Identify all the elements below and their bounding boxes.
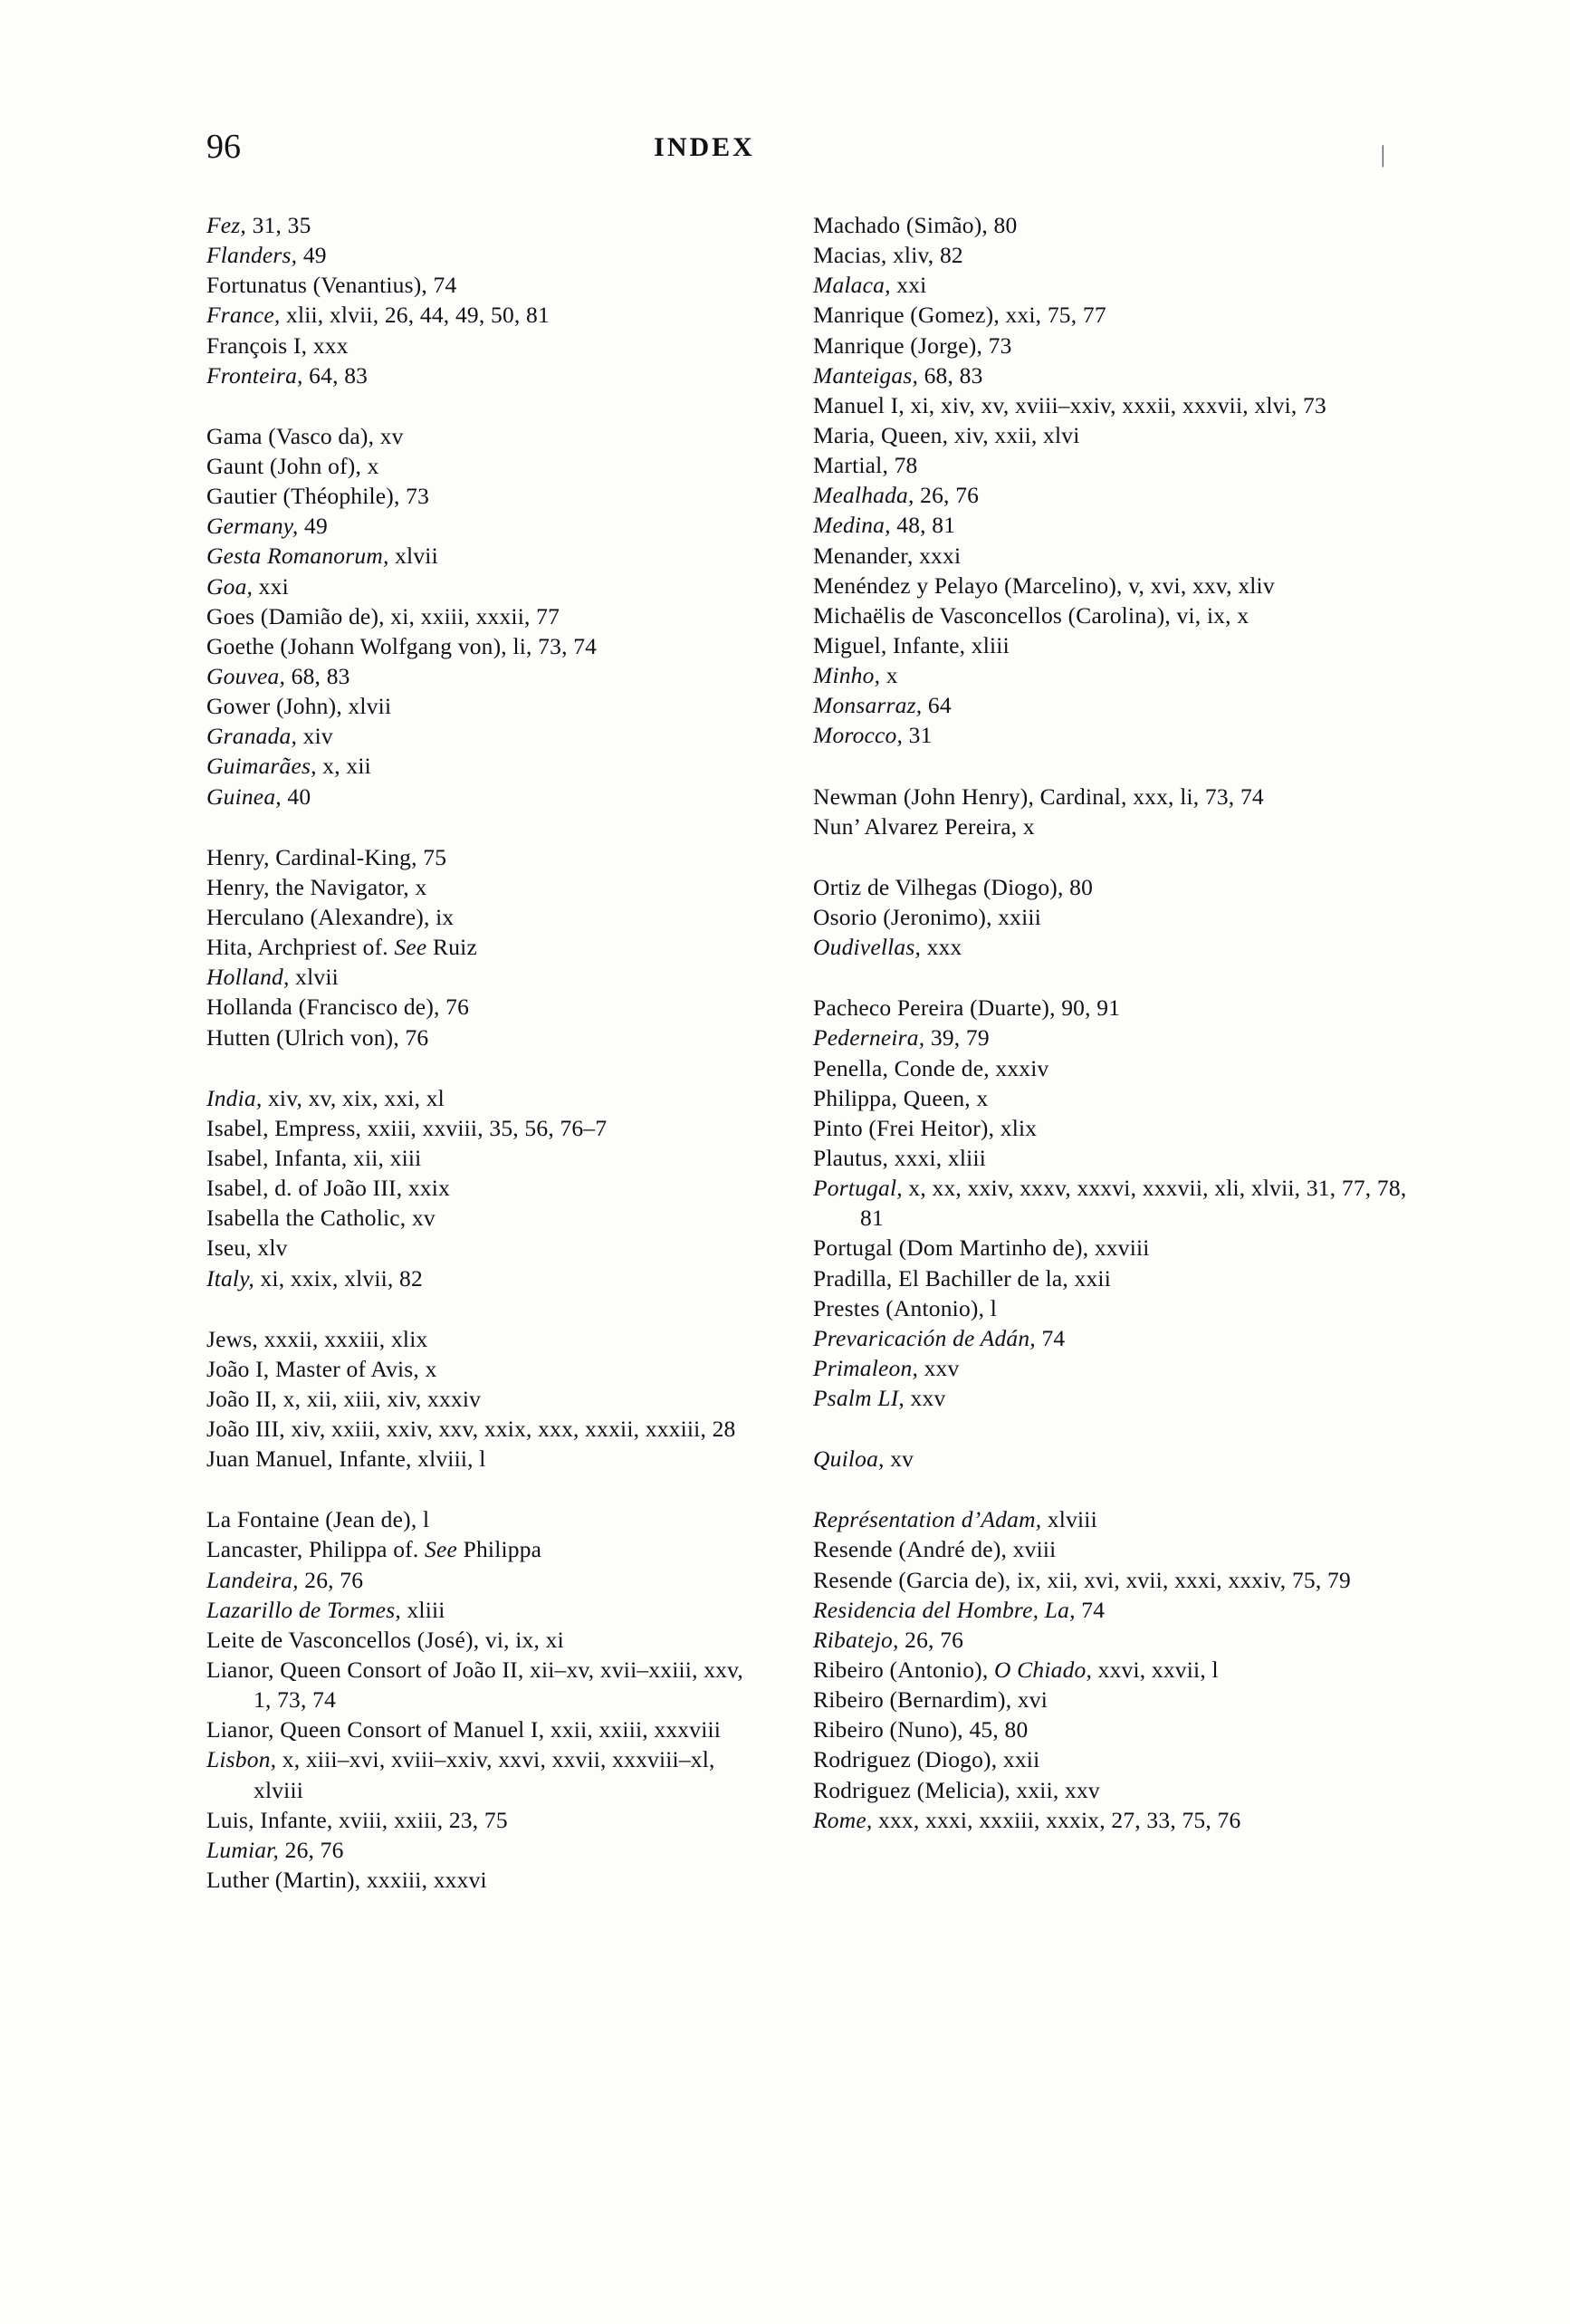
index-entry: Henry, the Navigator, x — [206, 873, 427, 900]
index-entry: François I, xxx — [206, 331, 349, 359]
index-entry: Isabel, d. of João III, xxix — [206, 1175, 451, 1202]
index-group — [813, 782, 1411, 841]
index-entry: Gesta Romanorum, xlvii — [206, 543, 438, 570]
index-entry: Lancaster, Philippa of. See Philippa — [206, 1536, 542, 1563]
index-entry: Ortiz de Vilhegas (Diogo), 80 — [813, 873, 1094, 900]
index-entry: Guinea, 40 — [206, 783, 311, 810]
index-entry: Fez, 31, 35 — [206, 212, 311, 238]
index-entry: Philippa, Queen, x — [813, 1084, 989, 1111]
index-entry: Fortunatus (Venantius), 74 — [206, 272, 457, 299]
index-entry: Représentation d’Adam, xlviii — [813, 1506, 1097, 1533]
index-group — [206, 842, 750, 1052]
index-entry: Michaëlis de Vasconcellos (Carolina), vi, ix, x — [813, 601, 1249, 629]
index-entry: Martial, 78 — [813, 452, 918, 479]
index-entry: Granada, xiv — [206, 723, 333, 750]
index-entry: Goethe (Johann Wolfgang von), li, 73, 74 — [206, 632, 598, 659]
index-entry: Hollanda (Francisco de), 76 — [206, 994, 470, 1021]
index-entry: Germany, 49 — [206, 513, 328, 540]
index-entry: Ribeiro (Bernardim), xvi — [813, 1686, 1048, 1714]
index-entry: Macias, xliv, 82 — [813, 242, 963, 269]
index-group — [206, 1083, 750, 1293]
index-entry: Rome, xxx, xxxi, xxxiii, xxxix, 27, 33, 75, 76 — [813, 1806, 1241, 1833]
index-entry: Pinto (Frei Heitor), xlix — [813, 1114, 1038, 1141]
index-entry: Miguel, Infante, xliii — [813, 631, 1010, 658]
index-entry: Menéndez y Pelayo (Marcelino), v, xvi, xxv, xliv — [813, 571, 1275, 599]
index-entry: Gautier (Théophile), 73 — [206, 483, 430, 510]
index-group — [813, 1444, 1411, 1474]
index-entry: Gouvea, 68, 83 — [206, 662, 350, 689]
margin-mark: | — [1380, 141, 1385, 168]
index-entry: Gaunt (John of), x — [206, 452, 379, 479]
index-entry: Prevaricación de Adán, 74 — [813, 1324, 1066, 1351]
index-entry: Herculano (Alexandre), ix — [206, 903, 455, 930]
index-entry: Isabel, Empress, xxiii, xxviii, 35, 56, 76–7 — [206, 1114, 608, 1141]
index-entry: Gama (Vasco da), xv — [206, 422, 404, 449]
index-entry: Jews, xxxii, xxxiii, xlix — [206, 1325, 428, 1352]
index-entry: Quiloa, xv — [813, 1445, 914, 1473]
index-entry: Resende (Garcia de), ix, xii, xvi, xvii, xxxi, xxxiv, 75, 79 — [813, 1566, 1351, 1593]
index-entry: Residencia del Hombre, La, 74 — [813, 1596, 1106, 1623]
index-entry: Monsarraz, 64 — [813, 692, 952, 719]
index-entry: Iseu, xlv — [206, 1234, 288, 1262]
index-entry: Guimarães, x, xii — [206, 753, 371, 780]
index-entry: Manrique (Jorge), 73 — [813, 331, 1012, 359]
index-entry: Ribatejo, 26, 76 — [813, 1626, 964, 1653]
index-entry: Fronteira, 64, 83 — [206, 361, 369, 389]
index-entry: Luis, Infante, xviii, xxiii, 23, 75 — [206, 1806, 508, 1833]
index-entry: La Fontaine (Jean de), l — [206, 1506, 430, 1533]
index-entry: Primaleon, xxv — [813, 1354, 960, 1381]
index-entry: Maria, Queen, xiv, xxii, xlvi — [813, 421, 1080, 448]
index-entry: Goa, xxi — [206, 572, 289, 600]
index-entry: Newman (John Henry), Cardinal, xxx, li, 73, 74 — [813, 783, 1264, 810]
index-entry: Isabel, Infanta, xii, xiii — [206, 1144, 422, 1171]
index-entry: Juan Manuel, Infante, xlviii, l — [206, 1445, 486, 1473]
index-columns — [206, 210, 1411, 1925]
index-entry: Plautus, xxxi, xliii — [813, 1144, 987, 1171]
index-entry: Manteigas, 68, 83 — [813, 361, 983, 389]
index-entry: Lazarillo de Tormes, xliii — [206, 1596, 445, 1623]
index-entry: Pederneira, 39, 79 — [813, 1024, 990, 1052]
index-entry: Resende (André de), xviii — [813, 1536, 1057, 1563]
index-entry: João I, Master of Avis, x — [206, 1355, 437, 1382]
index-group — [813, 210, 1411, 751]
index-group — [206, 421, 750, 811]
index-entry: France, xlii, xlvii, 26, 44, 49, 50, 81 — [206, 302, 550, 329]
index-entry: Machado (Simão), 80 — [813, 212, 1018, 238]
index-group — [206, 1324, 750, 1474]
index-entry: João II, x, xii, xiii, xiv, xxxiv — [206, 1385, 482, 1412]
index-entry: Lisbon, x, xiii–xvi, xviii–xxiv, xxvi, xxvii, xxxviii–xl, xlviii — [206, 1746, 715, 1803]
page-header — [206, 127, 1438, 168]
index-entry: Landeira, 26, 76 — [206, 1566, 364, 1593]
page-title: INDEX — [654, 132, 755, 162]
index-entry: Oudivellas, xxx — [813, 934, 962, 961]
index-entry: Osorio (Jeronimo), xxiii — [813, 903, 1041, 930]
index-entry: Rodriguez (Diogo), xxii — [813, 1746, 1040, 1773]
index-entry: Hita, Archpriest of. See Ruiz — [206, 934, 477, 961]
index-entry: Pacheco Pereira (Duarte), 90, 91 — [813, 994, 1121, 1022]
index-entry: Lianor, Queen Consort of Manuel I, xxii, xxiii, xxxviii — [206, 1716, 722, 1743]
index-entry: Minho, x — [813, 662, 898, 689]
index-entry: Lumiar, 26, 76 — [206, 1836, 344, 1863]
index-entry: Medina, 48, 81 — [813, 512, 956, 539]
index-entry: India, xiv, xv, xix, xxi, xl — [206, 1084, 445, 1111]
index-entry: Flanders, 49 — [206, 242, 327, 269]
index-entry: Mealhada, 26, 76 — [813, 482, 980, 509]
index-entry: Ribeiro (Antonio), O Chiado, xxvi, xxvii, l — [813, 1657, 1219, 1684]
index-entry: Manuel I, xi, xiv, xv, xviii–xxiv, xxxii, xxxvii, xlvi, 73 — [813, 391, 1326, 418]
index-group — [813, 993, 1411, 1413]
index-entry: Holland, xlvii — [206, 964, 339, 991]
page-number: 96 — [206, 128, 241, 166]
index-entry: Portugal (Dom Martinho de), xxviii — [813, 1234, 1150, 1262]
index-entry: Italy, xi, xxix, xlvii, 82 — [206, 1264, 423, 1292]
index-column-right — [813, 210, 1411, 1925]
index-entry: Ribeiro (Nuno), 45, 80 — [813, 1716, 1029, 1743]
index-group — [813, 872, 1411, 962]
index-entry: Lianor, Queen Consort of João II, xii–xv, xvii–xxiii, xxv, 1, 73, 74 — [206, 1657, 743, 1714]
index-entry: Leite de Vasconcellos (José), vi, ix, xi — [206, 1626, 564, 1653]
index-entry: Prestes (Antonio), l — [813, 1294, 998, 1321]
index-entry: Penella, Conde de, xxxiv — [813, 1054, 1049, 1081]
index-group — [206, 210, 750, 390]
index-entry: Portugal, x, xx, xxiv, xxxv, xxxvi, xxxvii, xli, xlvii, 31, 77, 78, 81 — [813, 1175, 1407, 1232]
index-entry: Manrique (Gomez), xxi, 75, 77 — [813, 302, 1106, 329]
index-entry: João III, xiv, xxiii, xxiv, xxv, xxix, xxx, xxxii, xxxiii, 28 — [206, 1416, 736, 1443]
index-group — [206, 1504, 750, 1895]
index-group — [813, 1504, 1411, 1835]
index-column-left — [206, 210, 750, 1925]
index-entry: Hutten (Ulrich von), 76 — [206, 1023, 429, 1051]
index-entry: Goes (Damião de), xi, xxiii, xxxii, 77 — [206, 602, 560, 629]
index-entry: Henry, Cardinal-King, 75 — [206, 843, 447, 870]
index-entry: Nun’ Alvarez Pereira, x — [813, 812, 1035, 840]
index-entry: Psalm LI, xxv — [813, 1385, 946, 1412]
index-entry: Isabella the Catholic, xv — [206, 1205, 436, 1232]
index-entry: Menander, xxxi — [813, 542, 962, 569]
index-entry: Malaca, xxi — [813, 272, 927, 299]
index-entry: Rodriguez (Melicia), xxii, xxv — [813, 1776, 1100, 1803]
index-entry: Gower (John), xlvii — [206, 693, 392, 720]
index-entry: Pradilla, El Bachiller de la, xxii — [813, 1264, 1111, 1292]
index-entry: Luther (Martin), xxxiii, xxxvi — [206, 1867, 487, 1894]
index-entry: Morocco, 31 — [813, 722, 933, 749]
